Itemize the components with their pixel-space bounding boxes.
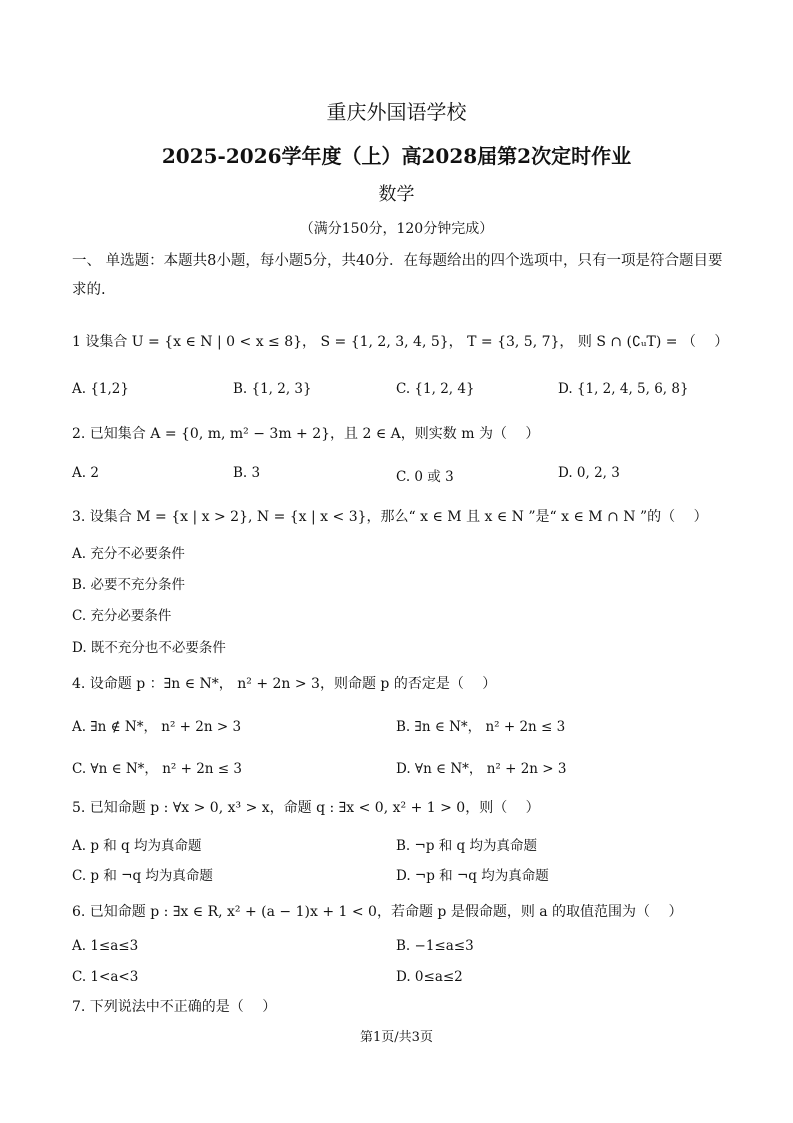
question-6-option-a: A. 1≤a≤3	[72, 938, 139, 954]
question-5-stem: 5. 已知命题 p : ∀x > 0, x³ > x，命题 q : ∃x < 0, x² + 1 > 0，则（ ）	[72, 800, 540, 816]
question-3-option-b: B. 必要不充分条件	[72, 577, 186, 593]
question-1-option-d: D. {1, 2, 4, 5, 6, 8}	[558, 381, 689, 397]
question-4-option-d: D. ∀n ∈ N*， n² + 2n > 3	[396, 761, 567, 777]
question-6-option-c: C. 1<a<3	[72, 969, 139, 985]
school-name: 重庆外国语学校	[326, 100, 467, 124]
question-4-option-a: A. ∃n ∉ N*， n² + 2n > 3	[72, 719, 242, 735]
question-1-option-a: A. {1,2}	[72, 381, 129, 397]
question-5-option-b: B. ¬p 和 q 均为真命题	[396, 838, 537, 854]
question-4-stem: 4. 设命题 p ：∃n ∈ N*， n² + 2n > 3，则命题 p 的否定是（ ）	[72, 676, 497, 692]
exam-title: 2025-2026学年度（上）高2028届第2次定时作业	[161, 144, 632, 168]
question-6-option-d: D. 0≤a≤2	[396, 969, 463, 985]
subject-title: 数学	[378, 184, 415, 205]
question-3-option-c: C. 充分必要条件	[72, 608, 172, 624]
question-1-option-b: B. {1, 2, 3}	[233, 381, 312, 397]
question-5-option-d: D. ¬p 和 ¬q 均为真命题	[396, 868, 549, 884]
page-footer: 第1页/共3页	[360, 1030, 433, 1045]
question-2-option-a: A. 2	[72, 465, 99, 481]
question-3-option-a: A. 充分不必要条件	[72, 546, 185, 562]
question-6-stem: 6. 已知命题 p : ∃x ∈ R, x² + (a − 1)x + 1 < 0，若命题 p 是假命题，则 a 的取值范围为（ ）	[72, 904, 683, 920]
question-2-option-b: B. 3	[233, 465, 261, 481]
question-1-stem: 1 设集合 U = {x ∈ N | 0 < x ≤ 8}， S = {1, 2, 3, 4, 5}， T = {3, 5, 7}， 则 S ∩ (∁ᵤT) = （ ）	[72, 334, 729, 350]
question-4-option-b: B. ∃n ∈ N*， n² + 2n ≤ 3	[396, 719, 566, 735]
question-3-option-d: D. 既不充分也不必要条件	[72, 640, 226, 656]
question-2-option-c: C. 0 或 3	[396, 469, 454, 485]
score-time-note: （满分150分，120分钟完成）	[299, 221, 494, 237]
question-6-option-b: B. −1≤a≤3	[396, 938, 474, 954]
section-instructions: 一、 单选题：本题共8小题，每小题5分，共40分．在每题给出的四个选项中，只有一项是符合题目要求的.	[72, 253, 723, 298]
question-1-option-c: C. {1, 2, 4}	[396, 381, 475, 397]
question-2-option-d: D. 0, 2, 3	[558, 465, 620, 481]
question-5-option-c: C. p 和 ¬q 均为真命题	[72, 868, 213, 884]
question-3-stem: 3. 设集合 M = {x | x > 2}, N = {x | x < 3}，那么“ x ∈ M 且 x ∈ N ”是“ x ∈ M ∩ N ”的（ ）	[72, 509, 708, 525]
question-5-option-a: A. p 和 q 均为真命题	[72, 838, 202, 854]
question-4-option-c: C. ∀n ∈ N*， n² + 2n ≤ 3	[72, 761, 242, 777]
question-7-stem: 7. 下列说法中不正确的是（ ）	[72, 999, 277, 1015]
question-2-stem: 2. 已知集合 A = {0, m, m² − 3m + 2}，且 2 ∈ A，则实数 m 为（ ）	[72, 426, 540, 442]
